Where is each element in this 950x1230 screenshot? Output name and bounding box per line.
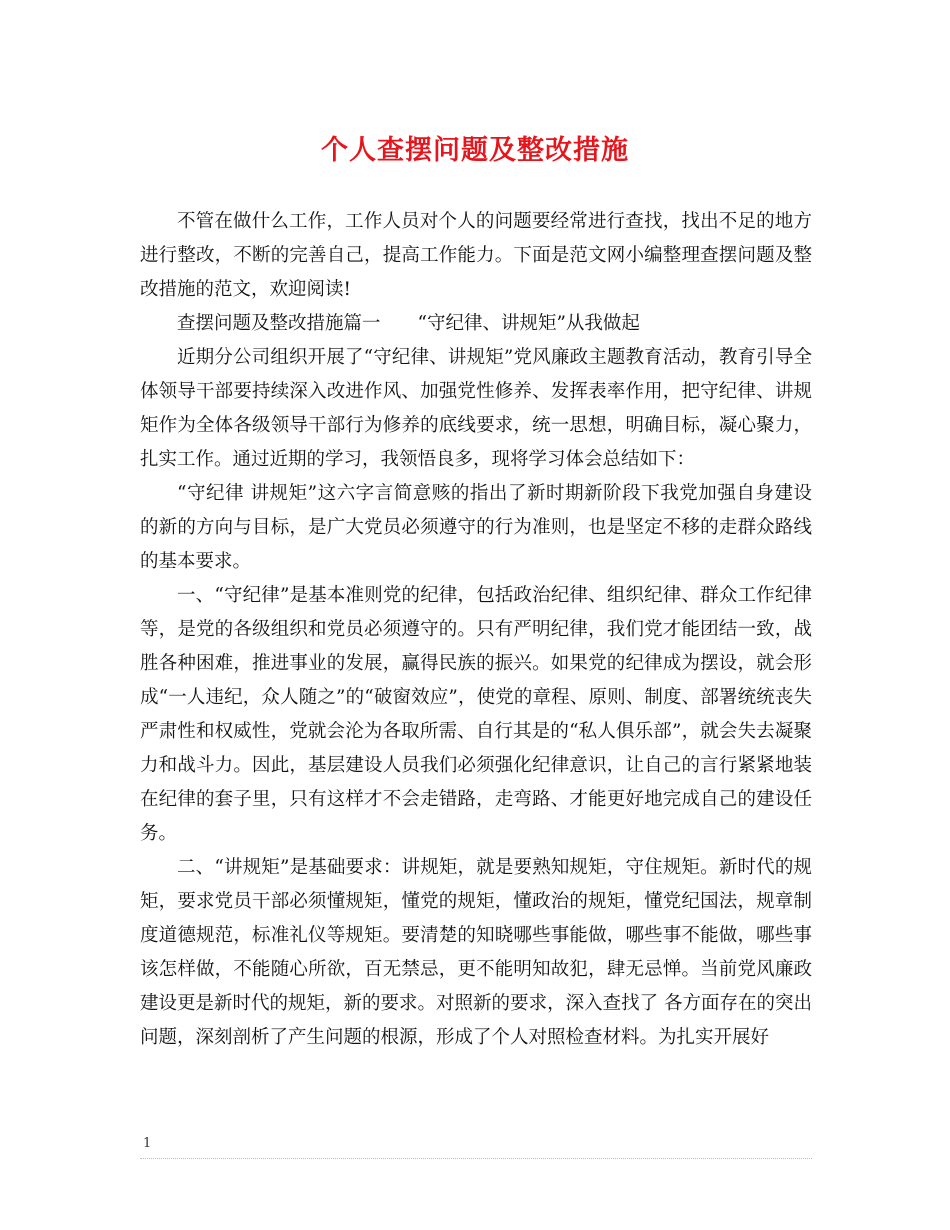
paragraph-six-characters: “守纪律 讲规矩”这六字言简意赅的指出了新时期新阶段下我党加强自身建设的新的方向与目标，是广大党员必须遵守的行为准则，也是坚定不移的走群众路线的基本要求。 xyxy=(140,483,812,572)
paragraph-intro: 不管在做什么工作，工作人员对个人的问题要经常进行查找，找出不足的地方进行整改，不断的完善自己，提高工作能力。下面是范文网小编整理查摆问题及整改措施的范文，欢迎阅读! xyxy=(140,211,812,300)
paragraph-discipline: 一、“守纪律”是基本准则党的纪律，包括政治纪律、组织纪律、群众工作纪律等，是党的各级组织和党员必须遵守的。只有严明纪律，我们党才能团结一致，战胜各种困难，推进事业的发展，赢得民族的振兴。如果党的纪律成为摆设，就会形成“一人违纪，众人随之”的“破窗效应”，使党的章程、原则、制度、部署统统丧失严肃性和权威性，党就会沦为各取所需、自行其是的“私人俱乐部”，就会失去凝聚力和战斗力。因此，基层建设人员我们必须强化纪律意识，让自己的言行紧紧地装在纪律的套子里，只有这样才不会走错路，走弯路、才能更好地完成自己的建设任务。 xyxy=(140,585,812,844)
document-body xyxy=(140,205,812,1055)
paragraph-rules: 二、“讲规矩”是基础要求：讲规矩，就是要熟知规矩，守住规矩。新时代的规矩，要求党员干部必须懂规矩，懂党的规矩，懂政治的规矩，懂党纪国法，规章制度道德规范，标准礼仪等规矩。要清楚的知晓哪些事能做，哪些事不能做，哪些事该怎样做，不能随心所欲，百无禁忌，更不能明知故犯，肆无忌惮。当前党风廉政建设更是新时代的规矩，新的要求。对照新的要求，深入查找了 各方面存在的突出问题，深刻剖析了产生问题的根源，形成了个人对照检查材料。为扎实开展好 xyxy=(140,857,812,1048)
paragraph-section-heading: 查摆问题及整改措施篇一 “守纪律、讲规矩”从我做起 xyxy=(177,313,640,334)
paragraph-activity: 近期分公司组织开展了“守纪律、讲规矩”党风廉政主题教育活动，教育引导全体领导干部要持续深入改进作风、加强党性修养、发挥表率作用，把守纪律、讲规矩作为全体各级领导干部行为修养的底线要求，统一思想，明确目标，凝心聚力，扎实工作。通过近期的学习，我领悟良多，现将学习体会总结如下： xyxy=(140,347,812,470)
document-title: 个人查摆问题及整改措施 xyxy=(321,135,629,166)
footer-divider xyxy=(140,1158,812,1159)
page-number: 1 xyxy=(143,1136,152,1151)
